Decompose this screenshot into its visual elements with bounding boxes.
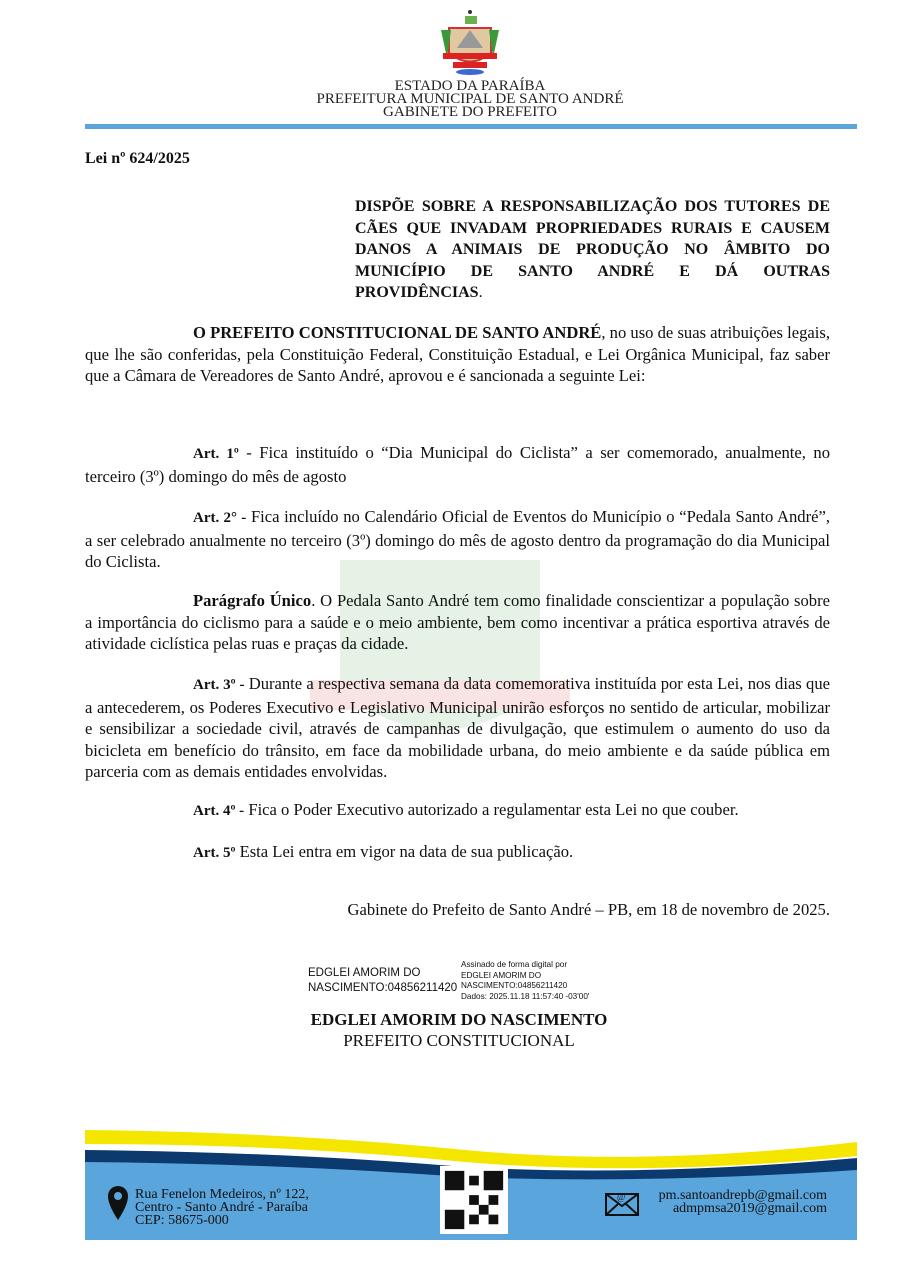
preamble-bold: O PREFEITO CONSTITUCIONAL DE SANTO ANDRÉ (193, 323, 602, 342)
sig-detail: NASCIMENTO:04856211420 (461, 981, 568, 990)
address-line: Rua Fenelon Medeiros, nº 122, (135, 1187, 309, 1202)
law-number: Lei nº 624/2025 (85, 150, 190, 167)
emails (659, 1189, 827, 1215)
signer-role: PREFEITO CONSTITUCIONAL (343, 1031, 575, 1050)
sig-detail: Assinado de forma digital por (461, 960, 568, 969)
footer (85, 1122, 857, 1240)
summary-end: . (478, 284, 483, 301)
address (135, 1188, 309, 1227)
article-5 (85, 841, 830, 865)
article-text: Fica incluído no Calendário Oficial de Eventos do Município o “Pedala Santo André”, a ser celebrado anualmente no terceiro (3º) domingo do mês de agosto dentro da programação do dia Municipal do Ciclista. (85, 507, 830, 572)
article-4 (85, 799, 830, 823)
municipal-crest-logo (437, 8, 503, 76)
article-label: Art. 5º (193, 845, 236, 861)
sig-detail: EDGLEI AMORIM DO (461, 970, 542, 980)
header-prefecture: PREFEITURA MUNICIPAL DE SANTO ANDRÉ (316, 91, 624, 107)
signer-name: EDGLEI AMORIM DO NASCIMENTO (310, 1010, 608, 1029)
article-label: Parágrafo Único (193, 591, 312, 610)
article-2 (85, 506, 830, 573)
article-label: Art. 2° - (193, 510, 247, 526)
preamble (85, 322, 830, 387)
summary-text: DISPÕE SOBRE A RESPONSABILIZAÇÃO DOS TUTORES DE CÃES QUE INVADAM PROPRIEDADES RURAIS E CAUSEM DANOS A ANIMAIS DE PRODUÇÃO NO ÂMBITO DO MUNICÍPIO DE SANTO ANDRÉ E DÁ OUTRAS PROVIDÊNCIAS (355, 198, 830, 301)
article-text: Durante a respectiva semana da data comemorativa instituída por esta Lei, nos dias que a antecederem, os Poderes Executivo e Legislativo Municipal unirão esforços no sentido de articular, mobilizar e sensibilizar a sociedade civil, através de campanhas de divulgação, que estimulem o aumento do uso da bicicleta em benefício do trânsito, em face da mobilidade urbana, do meio ambiente e da saúde pública em parceria com as demais entidades envolvidas. (85, 674, 830, 782)
qr-code[interactable] (440, 1166, 508, 1234)
sig-name-line2: NASCIMENTO:04856211420 (308, 982, 458, 994)
article-text: . O Pedala Santo André tem como finalidade conscientizar a população sobre a importância do ciclismo para a saúde e o meio ambiente, bem como incentivar a prática esportiva através de atividade ciclística pelas ruas e praças da cidade. (85, 591, 830, 654)
article-label: Art. 4º - (193, 803, 245, 819)
digital-signature-details (461, 960, 589, 1002)
sig-detail: Dados: 2025.11.18 11:57:40 -03'00' (461, 991, 590, 1001)
svg-text:@: @ (617, 1192, 626, 1202)
postal-code: CEP: 58675-000 (135, 1213, 229, 1228)
article-1 (85, 442, 830, 487)
header-divider (85, 124, 857, 129)
law-summary (355, 196, 830, 304)
email-link[interactable]: admpmsa2019@gmail.com (672, 1201, 827, 1216)
sig-name-line1: EDGLEI AMORIM DO (308, 967, 421, 979)
article-text: - Fica instituído o “Dia Municipal do Ciclista” a ser comemorado, anualmente, no terceiro (3º) domingo do mês de agosto (85, 443, 831, 486)
preamble-text: , no uso de suas atribuições legais, que lhe são conferidas, pela Constituição Federal, Constituição Estadual, e Lei Orgânica Municipal, faz saber que a Câmara de Vereadores de Santo André, aprovou e é sancionada a seguinte Lei: (85, 323, 830, 386)
article-label: Art. 1º (193, 446, 239, 462)
article-label: Art. 3º - (193, 677, 245, 693)
sole-paragraph (85, 590, 830, 655)
article-text: Fica o Poder Executivo autorizado a regulamentar esta Lei no que couber. (244, 800, 739, 819)
email-envelope-icon (605, 1188, 639, 1216)
closing-place-date: Gabinete do Prefeito de Santo André – PB, em 18 de novembro de 2025. (347, 900, 830, 919)
header-state: ESTADO DA PARAÍBA (394, 78, 546, 94)
digital-signature-name (308, 966, 457, 996)
email-link[interactable]: pm.santoandrepb@gmail.com (658, 1188, 827, 1203)
header-office: GABINETE DO PREFEITO (383, 104, 557, 120)
article-text: Esta Lei entra em vigor na data de sua publicação. (235, 842, 574, 861)
article-3 (85, 673, 830, 783)
address-line: Centro - Santo André - Paraíba (135, 1200, 309, 1215)
location-pin-icon (107, 1185, 129, 1221)
